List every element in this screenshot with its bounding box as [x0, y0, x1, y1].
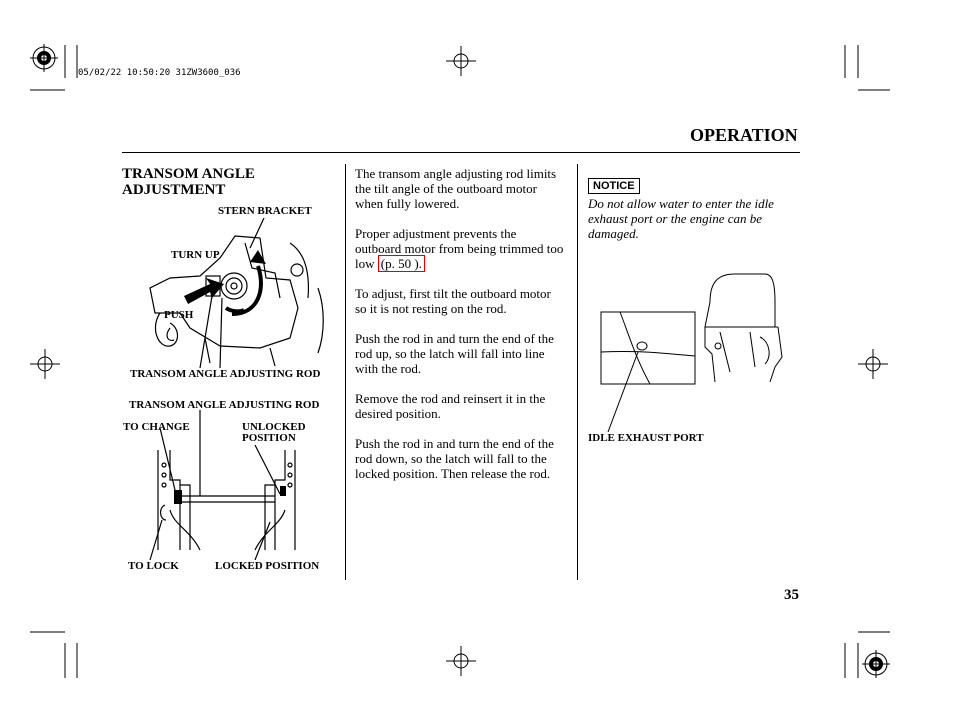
- notice-text: Do not allow water to enter the idle exhaust port or the engine can be damaged.: [588, 196, 774, 241]
- fig1-label-push: PUSH: [164, 309, 194, 321]
- fig1-label-stern-bracket: STERN BRACKET: [218, 205, 312, 217]
- print-stamp: 05/02/22 10:50:20 31ZW3600_036: [78, 68, 241, 78]
- paragraph: Push the rod in and turn the end of the rod down, so the latch will fall to the locked position. Then release the rod.: [355, 436, 554, 481]
- paragraph: Push the rod in and turn the end of the rod up, so the latch will fall into line with the rod.: [355, 331, 554, 376]
- fig2-label-to-change: TO CHANGE: [123, 421, 190, 433]
- figure-stern-bracket: [140, 218, 340, 368]
- instructions-column: [355, 166, 565, 496]
- page-number: 35: [784, 587, 799, 603]
- fig2-label-unlocked-line: POSITION: [242, 432, 296, 444]
- notice-badge: NOTICE: [588, 178, 640, 194]
- fig2-label-unlocked-line: UNLOCKED: [242, 421, 306, 433]
- column-divider: [577, 164, 578, 580]
- paragraph: Remove the rod and reinsert it in the desired position.: [355, 391, 546, 421]
- section-title: [122, 166, 255, 198]
- page-title: OPERATION: [690, 125, 798, 145]
- header-rule: [122, 152, 800, 153]
- fig1-label-turn-up: TURN UP: [171, 249, 220, 261]
- section-title-line: ADJUSTMENT: [122, 182, 226, 198]
- paragraph: The transom angle adjusting rod limits the tilt angle of the outboard motor when fully lowered.: [355, 166, 557, 211]
- paragraph: [355, 226, 565, 271]
- fig2-label-rod: TRANSOM ANGLE ADJUSTING ROD: [129, 399, 320, 411]
- fig2-label-to-lock: TO LOCK: [128, 560, 179, 572]
- page-reference-link[interactable]: (p. 50 ).: [378, 255, 425, 272]
- fig2-label-locked: LOCKED POSITION: [215, 560, 320, 572]
- column-divider: [345, 164, 346, 580]
- figure-idle-exhaust-port: [600, 272, 790, 432]
- section-title-line: TRANSOM ANGLE: [122, 166, 255, 182]
- figure-adjusting-rod: [140, 410, 310, 560]
- paragraph-text: Proper adjustment prevents the outboard motor from being trimmed too low: [355, 226, 564, 271]
- registration-starburst-icon: [30, 44, 58, 72]
- registration-starburst-icon: [862, 650, 890, 678]
- paragraph: To adjust, first tilt the outboard motor so it is not resting on the rod.: [355, 286, 551, 316]
- fig1-label-rod: TRANSOM ANGLE ADJUSTING ROD: [130, 368, 321, 380]
- idle-exhaust-port-label: IDLE EXHAUST PORT: [588, 432, 704, 444]
